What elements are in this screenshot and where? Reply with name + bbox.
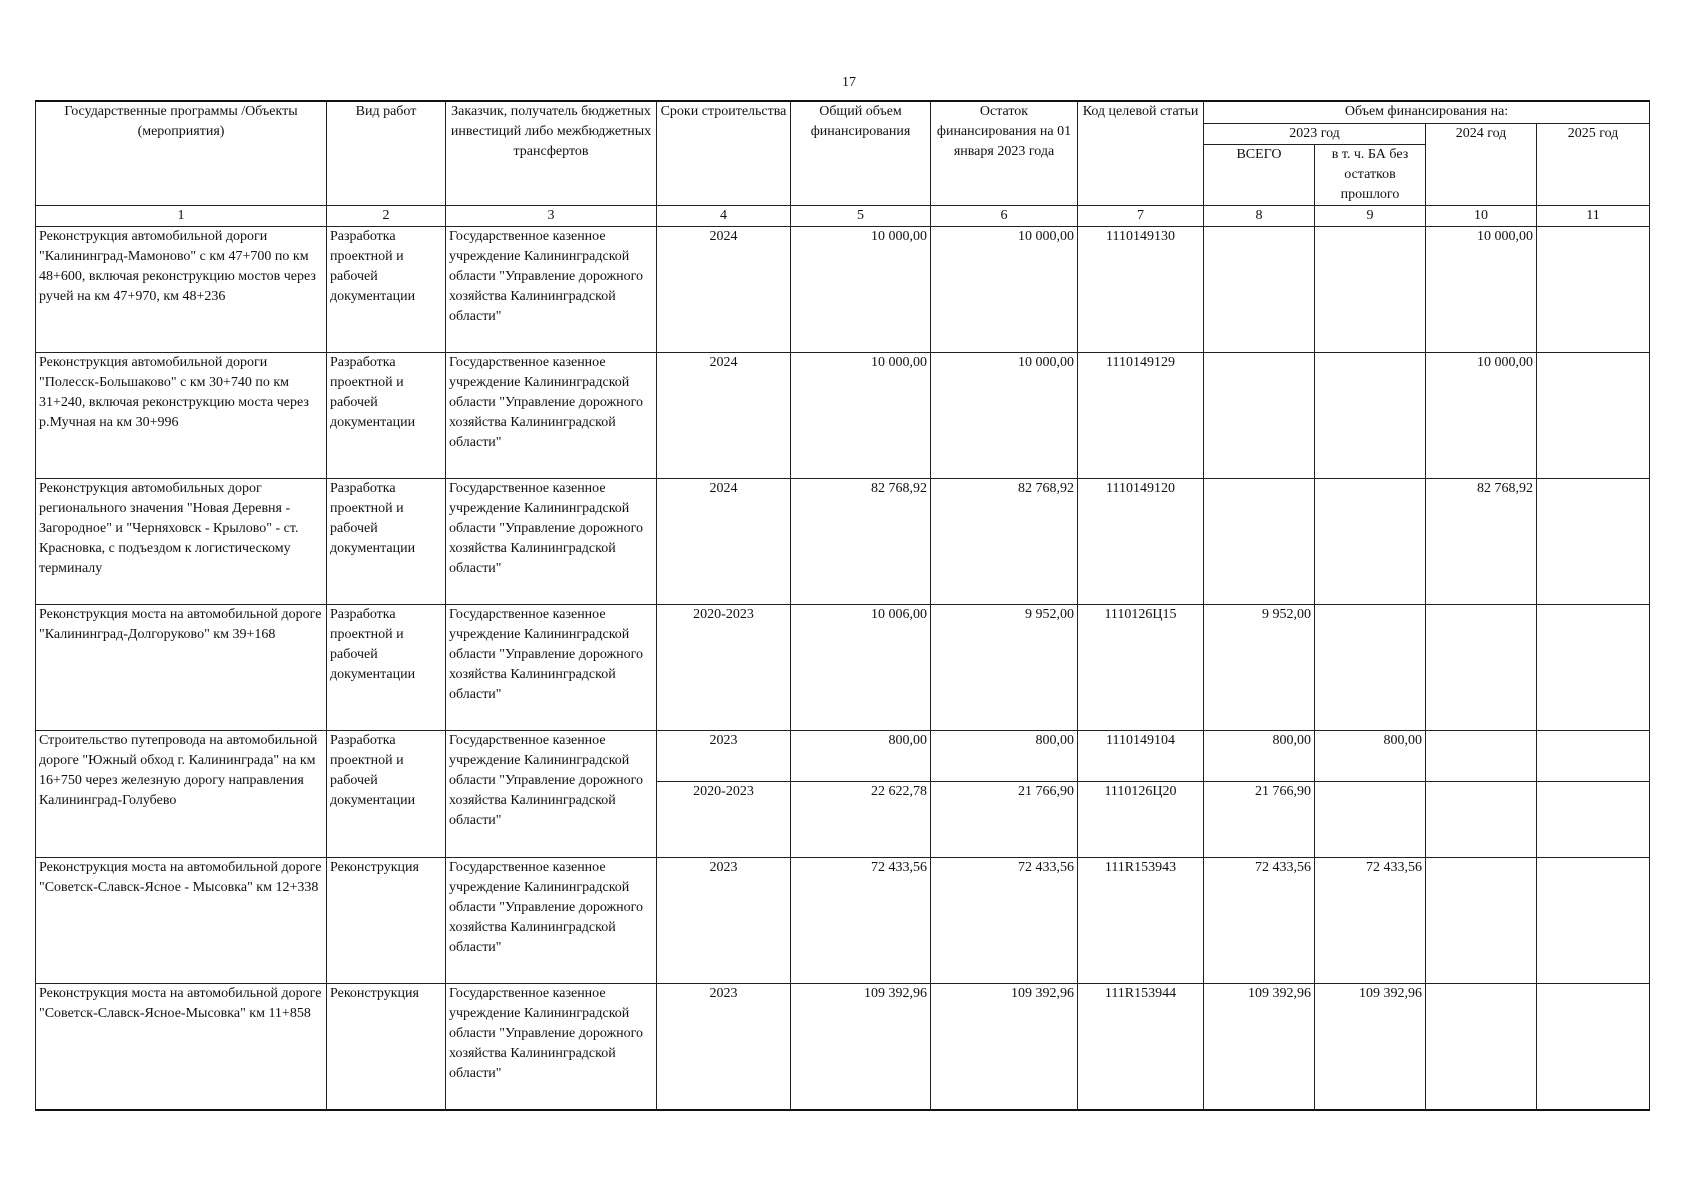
- y2024-cell: [1426, 983, 1537, 1110]
- term-cell: 2024: [657, 478, 791, 604]
- y2025-cell: [1537, 226, 1650, 352]
- y2024-cell: [1426, 730, 1537, 781]
- header-total: Общий объем финансирования: [791, 101, 931, 205]
- header-code: Код целевой статьи: [1078, 101, 1204, 205]
- column-numbers-row: [36, 205, 1650, 226]
- object-cell: Реконструкция моста на автомобильной дороге "Калининград-Долгоруково" км 39+168: [36, 604, 327, 730]
- work-cell: Разработка проектной и рабочей документации: [327, 730, 446, 857]
- header-customer: Заказчик, получатель бюджетных инвестиций либо межбюджетных трансфертов: [446, 101, 657, 205]
- column-number: 11: [1537, 205, 1650, 226]
- y2025-cell: [1537, 857, 1650, 983]
- column-number: 10: [1426, 205, 1537, 226]
- all-2023-cell: [1204, 226, 1315, 352]
- term-cell: 2024: [657, 226, 791, 352]
- term-cell: 2020-2023: [657, 604, 791, 730]
- y2025-cell: [1537, 730, 1650, 781]
- term-cell: 2024: [657, 352, 791, 478]
- customer-cell: Государственное казенное учреждение Калининградской области "Управление дорожного хозяйства Калининградской области": [446, 730, 657, 857]
- code-cell: 1110126Ц15: [1078, 604, 1204, 730]
- customer-cell: Государственное казенное учреждение Калининградской области "Управление дорожного хозяйства Калининградской области": [446, 983, 657, 1110]
- total-cell: 109 392,96: [791, 983, 931, 1110]
- code-cell: 111R153944: [1078, 983, 1204, 1110]
- ba-2023-cell: [1315, 226, 1426, 352]
- object-cell: Реконструкция автомобильных дорог регионального значения "Новая Деревня - Загородное" и "Черняховск - Крылово" - ст. Красновка, с подъездом к логистическому терминалу: [36, 478, 327, 604]
- column-number: 5: [791, 205, 931, 226]
- object-cell: Реконструкция автомобильной дороги "Полесск-Большаково" с км 30+740 по км 31+240, включая реконструкцию моста через р.Мучная на км 30+996: [36, 352, 327, 478]
- work-cell: Разработка проектной и рабочей документации: [327, 604, 446, 730]
- y2025-cell: [1537, 604, 1650, 730]
- ba-2023-cell: [1315, 781, 1426, 857]
- y2025-cell: [1537, 781, 1650, 857]
- table-row: [36, 226, 1650, 352]
- table-row: [36, 604, 1650, 730]
- header-remainder: Остаток финансирования на 01 января 2023 года: [931, 101, 1078, 205]
- y2024-cell: [1426, 604, 1537, 730]
- code-cell: 1110149129: [1078, 352, 1204, 478]
- term-cell: 2020-2023: [657, 781, 791, 857]
- table-row: [36, 478, 1650, 604]
- table-row: [36, 983, 1650, 1110]
- work-cell: Разработка проектной и рабочей документации: [327, 226, 446, 352]
- y2025-cell: [1537, 478, 1650, 604]
- object-cell: Реконструкция автомобильной дороги "Калининград-Мамоново" с км 47+700 по км 48+600, включая реконструкцию мостов через ручей на км 47+970, км 48+236: [36, 226, 327, 352]
- ba-2023-cell: [1315, 478, 1426, 604]
- column-number: 1: [36, 205, 327, 226]
- page-number: 17: [842, 75, 856, 90]
- remainder-cell: 9 952,00: [931, 604, 1078, 730]
- all-2023-cell: 109 392,96: [1204, 983, 1315, 1110]
- column-number: 3: [446, 205, 657, 226]
- table-row: [36, 857, 1650, 983]
- total-cell: 10 000,00: [791, 226, 931, 352]
- remainder-cell: 10 000,00: [931, 226, 1078, 352]
- total-cell: 800,00: [791, 730, 931, 781]
- header-ba: в т. ч. БА без остатков прошлого: [1315, 144, 1426, 205]
- ba-2023-cell: [1315, 352, 1426, 478]
- header-terms: Сроки строительства: [657, 101, 791, 205]
- column-number: 2: [327, 205, 446, 226]
- ba-2023-cell: 800,00: [1315, 730, 1426, 781]
- total-cell: 10 000,00: [791, 352, 931, 478]
- column-number: 7: [1078, 205, 1204, 226]
- all-2023-cell: 800,00: [1204, 730, 1315, 781]
- y2024-cell: 10 000,00: [1426, 352, 1537, 478]
- remainder-cell: 21 766,90: [931, 781, 1078, 857]
- all-2023-cell: [1204, 352, 1315, 478]
- total-cell: 22 622,78: [791, 781, 931, 857]
- header-work-type: Вид работ: [327, 101, 446, 205]
- remainder-cell: 10 000,00: [931, 352, 1078, 478]
- code-cell: 111R153943: [1078, 857, 1204, 983]
- y2025-cell: [1537, 352, 1650, 478]
- column-number: 8: [1204, 205, 1315, 226]
- customer-cell: Государственное казенное учреждение Калининградской области "Управление дорожного хозяйства Калининградской области": [446, 478, 657, 604]
- term-cell: 2023: [657, 730, 791, 781]
- term-cell: 2023: [657, 983, 791, 1110]
- all-2023-cell: 72 433,56: [1204, 857, 1315, 983]
- header-programs: Государственные программы /Объекты (мероприятия): [36, 101, 327, 205]
- object-cell: Реконструкция моста на автомобильной дороге "Советск-Славск-Ясное-Мысовка" км 11+858: [36, 983, 327, 1110]
- object-cell: Строительство путепровода на автомобильной дороге "Южный обход г. Калининграда" на км 16+750 через железную дорогу направления Калининград-Голубево: [36, 730, 327, 857]
- y2024-cell: 10 000,00: [1426, 226, 1537, 352]
- total-cell: 10 006,00: [791, 604, 931, 730]
- customer-cell: Государственное казенное учреждение Калининградской области "Управление дорожного хозяйства Калининградской области": [446, 604, 657, 730]
- customer-cell: Государственное казенное учреждение Калининградской области "Управление дорожного хозяйства Калининградской области": [446, 352, 657, 478]
- header-2025: 2025 год: [1537, 123, 1650, 205]
- y2025-cell: [1537, 983, 1650, 1110]
- all-2023-cell: 21 766,90: [1204, 781, 1315, 857]
- code-cell: 1110126Ц20: [1078, 781, 1204, 857]
- y2024-cell: [1426, 781, 1537, 857]
- object-cell: Реконструкция моста на автомобильной дороге "Советск-Славск-Ясное - Мысовка" км 12+338: [36, 857, 327, 983]
- customer-cell: Государственное казенное учреждение Калининградской области "Управление дорожного хозяйства Калининградской области": [446, 226, 657, 352]
- work-cell: Разработка проектной и рабочей документации: [327, 478, 446, 604]
- remainder-cell: 109 392,96: [931, 983, 1078, 1110]
- remainder-cell: 72 433,56: [931, 857, 1078, 983]
- header-2023: 2023 год: [1204, 123, 1426, 144]
- total-cell: 72 433,56: [791, 857, 931, 983]
- remainder-cell: 82 768,92: [931, 478, 1078, 604]
- remainder-cell: 800,00: [931, 730, 1078, 781]
- term-cell: 2023: [657, 857, 791, 983]
- all-2023-cell: [1204, 478, 1315, 604]
- work-cell: Реконструкция: [327, 983, 446, 1110]
- column-number: 9: [1315, 205, 1426, 226]
- table-row: [36, 352, 1650, 478]
- header-total-all: ВСЕГО: [1204, 144, 1315, 205]
- header-volume: Объем финансирования на:: [1204, 101, 1650, 123]
- header-2024: 2024 год: [1426, 123, 1537, 205]
- customer-cell: Государственное казенное учреждение Калининградской области "Управление дорожного хозяйства Калининградской области": [446, 857, 657, 983]
- column-number: 4: [657, 205, 791, 226]
- ba-2023-cell: 72 433,56: [1315, 857, 1426, 983]
- all-2023-cell: 9 952,00: [1204, 604, 1315, 730]
- y2024-cell: 82 768,92: [1426, 478, 1537, 604]
- code-cell: 1110149130: [1078, 226, 1204, 352]
- column-number: 6: [931, 205, 1078, 226]
- work-cell: Реконструкция: [327, 857, 446, 983]
- code-cell: 1110149104: [1078, 730, 1204, 781]
- ba-2023-cell: [1315, 604, 1426, 730]
- ba-2023-cell: 109 392,96: [1315, 983, 1426, 1110]
- financing-table: [35, 100, 1650, 1111]
- total-cell: 82 768,92: [791, 478, 931, 604]
- table-row: [36, 730, 1650, 781]
- y2024-cell: [1426, 857, 1537, 983]
- code-cell: 1110149120: [1078, 478, 1204, 604]
- work-cell: Разработка проектной и рабочей документации: [327, 352, 446, 478]
